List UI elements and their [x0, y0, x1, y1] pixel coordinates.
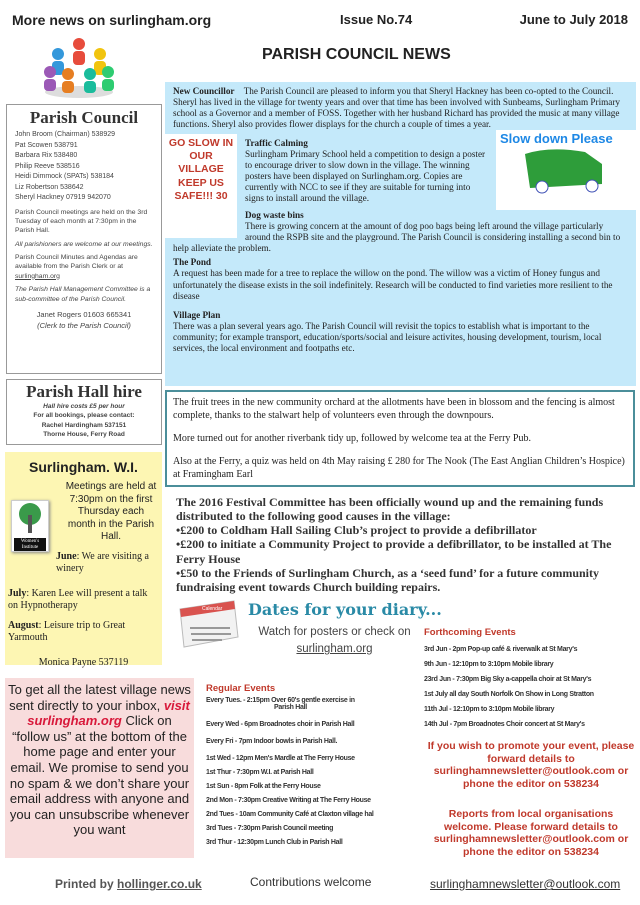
wi-text: : We are visiting a winery — [56, 550, 149, 574]
clerk-name: Janet Rogers 01603 665341 — [36, 309, 132, 319]
section-text: There is growing concern at the amount of dog poo bags being left around the village particularly around the RSPB site and the playground. The Parish Council is considering installing a second bin to help alleviate the problem. — [173, 221, 621, 254]
event-item: 1st Wed - 12pm Men's Mardle at The Ferry House — [206, 755, 355, 762]
contributions-welcome: Contributions welcome — [250, 875, 372, 889]
minutes-link[interactable]: surlingham.org — [15, 272, 60, 280]
village-plan — [173, 310, 628, 354]
subscribe-text-2: Click on “follow us” at the bottom of the home page and enter your email. We promise to send you no spam & we don’t share your email address with anyone and you can unsubscribe whenever you want — [9, 713, 190, 838]
newsletter-email-link[interactable]: surlinghamnewsletter@outlook.com — [430, 877, 621, 891]
minutes-text: Parish Council Minutes and Agendas are available from the Parish Clerk or at — [15, 254, 138, 271]
clerk-info — [15, 310, 153, 332]
header-site-link[interactable]: surlingham.org — [109, 12, 212, 28]
wi-text: : Leisure trip to Great Yarmouth — [8, 619, 126, 643]
dog-waste-bins — [173, 210, 628, 254]
event-item: 11th Jul - 12:10pm to 3:10pm Mobile library — [424, 706, 555, 713]
section-heading: The Pond — [173, 257, 212, 268]
regular-events — [206, 683, 374, 846]
section-heading: New Councillor — [173, 86, 235, 96]
wi-logo — [11, 500, 49, 552]
member: Liz Robertson 538642 — [15, 183, 84, 191]
quiz-paragraph: Also at the Ferry, a quiz was held on 4th May raising £ 280 for The Nook (The East Anglian Children’s Hospice) at Framingham Earl — [173, 456, 625, 480]
festival-item: •£200 to initiate a Community Project to provide a defibrillator, to be installed at The Ferry House — [176, 537, 612, 566]
parish-council-heading: Parish Council — [29, 108, 139, 127]
wi-item-june — [56, 551, 159, 576]
printed-by — [55, 877, 202, 891]
hall-contact-label: For all bookings, please contact: — [33, 412, 135, 420]
the-pond — [173, 254, 628, 301]
header-site — [12, 12, 211, 28]
festival-item: •£200 to Coldham Hall Sailing Club’s project to provide a defibrillator — [176, 523, 537, 538]
member-list — [15, 130, 153, 204]
section-text: The Parish Council are pleased to inform you that Sheryl Hackney has been co-opted to the Council. Sheryl has lived in the village for twenty years and over that time has been involved with Sunbeams, Surlingham Primary school as a Governor and a member of FOSS. Together with her husband Richard has provided the music at many village functions. Sheryl also provides flower displays for the church a couple of times a year. — [173, 86, 621, 130]
go-slow-poster-image — [165, 134, 237, 238]
section-text: There was a plan several years ago. The Parish Council will revisit the topics to establish what is important to the community; for example transport, education/sports/social and leisure activites, housing development, tourism, local services, the local environment and footpaths etc. — [173, 320, 602, 353]
hall-contact-name: Rachel Hardingham 537151 — [41, 421, 127, 429]
clerk-role: (Clerk to the Parish Council) — [37, 320, 131, 330]
event-item-cont: Parish Hall — [274, 704, 307, 711]
people-circle-logo — [38, 34, 120, 100]
wi-item-july — [8, 588, 159, 613]
forthcoming-heading: Forthcoming Events — [424, 627, 516, 638]
slow-down-poster-image — [496, 130, 636, 210]
event-item: 2nd Tues - 10am Community Café at Claxton village hal — [206, 811, 374, 818]
event-item: 1st Thur - 7:30pm W.I. at Parish Hall — [206, 769, 314, 776]
festival-item: •£50 to the Friends of Surlingham Church, as a ‘seed fund’ for a future community fundraising event towards Church building repairs. — [176, 565, 599, 594]
wi-item-august — [8, 620, 159, 645]
wi-text: : Karen Lee will present a talk on Hypnotherapy — [8, 587, 148, 611]
hall-hire-heading: Parish Hall hire — [26, 382, 142, 401]
orchard-news-box — [165, 390, 635, 487]
hall-cost: Hall hire costs £5 per hour — [43, 403, 125, 410]
event-item: 1st Sun - 8pm Folk at the Ferry House — [206, 783, 321, 790]
poster1-text: GO SLOW IN OUR VILLAGE KEEP US SAFE!!! 30 — [168, 137, 234, 202]
wi-meetings: Meetings are held at 7:30pm on the first Thursday each month in the Parish Hall. — [65, 481, 157, 542]
reports-notice: Reports from local organisations welcome. Please forward details to surlinghamnewsletter@outlook.com or phone the editor on 538234 — [433, 808, 629, 858]
subscribe-box — [5, 678, 194, 858]
welcome-note: All parishioners are welcome at our meetings. — [15, 240, 153, 248]
diary-title: Dates for your diary... — [248, 600, 442, 619]
event-item: 2nd Mon - 7:30pm Creative Writing at The Ferry House — [206, 797, 371, 804]
subscribe-link[interactable]: visit surlingham.org — [27, 697, 190, 729]
event-item: Every Tues. - 2:15pm Over 60's gentle exercise in — [206, 697, 355, 704]
riverbank-paragraph: More turned out for another riverbank tidy up, followed by welcome tea at the Ferry Pub. — [173, 433, 531, 444]
minutes-info — [15, 253, 153, 281]
event-item: Every Fri - 7pm Indoor bowls in Parish Hall. — [206, 738, 338, 745]
orchard-paragraph: The fruit trees in the new community orchard at the allotments have been in blossom and the fencing is almost complete, thanks to the stalwart help of volunteers even through the downpours. — [173, 397, 615, 421]
parish-council-box — [6, 104, 162, 374]
parish-council-news-box — [165, 82, 636, 386]
newsletter-email[interactable] — [430, 877, 620, 891]
diary-subtitle — [252, 624, 417, 659]
regular-heading: Regular Events — [206, 683, 276, 694]
printer-link[interactable]: hollinger.co.uk — [117, 877, 202, 891]
wi-month: June — [56, 550, 77, 562]
poster2-text: Slow down Please — [500, 131, 613, 147]
section-text: A request has been made for a tree to replace the willow on the pond. The willow was a victim of Honey fungus and unfortunately the disease exists in the soil indefinitely. Research will be conducted to find varieties more resilient to the disease — [173, 268, 613, 301]
event-item: 3rd Tues - 7:30pm Parish Council meeting — [206, 825, 334, 832]
car-drawing — [500, 146, 630, 194]
member: Barbara Rix 538480 — [15, 152, 78, 159]
diary-sub-text: Watch for posters or check on — [258, 626, 411, 638]
wi-contact: Monica Payne 537119 — [38, 656, 129, 668]
calendar-label: Calendar — [202, 606, 223, 612]
member: Philip Reeve 538516 — [15, 162, 80, 170]
meetings-info: Parish Council meetings are held on the 3rd Tuesday of each month at 7:30pm in the Parish Hall. — [15, 208, 148, 235]
parish-hall-hire-box — [6, 379, 162, 445]
event-item: 3rd Thur - 12:30pm Lunch Club in Parish Hall — [206, 839, 343, 846]
event-item: 23rd Jun - 7:30pm Big Sky a-cappella choir at St Mary's — [424, 676, 592, 683]
issue-number: Issue No.74 — [340, 12, 413, 27]
diary-link[interactable]: surlingham.org — [296, 643, 373, 656]
event-item: 3rd Jun - 2pm Pop-up café & riverwalk at St Mary's — [424, 646, 578, 653]
member: Heidi Dimmock (SPATs) 538184 — [15, 173, 114, 180]
issue-date: June to July 2018 — [519, 12, 628, 27]
event-item: 9th Jun - 12:10pm to 3:10pm Mobile library — [424, 661, 554, 668]
member: John Broom (Chairman) 538929 — [15, 131, 115, 138]
section-heading: Village Plan — [173, 309, 221, 320]
page-title: PARISH COUNCIL NEWS — [262, 46, 451, 63]
wi-month: July — [8, 587, 27, 599]
event-item: 14th Jul - 7pm Broadnotes Choir concert at St Mary's — [424, 721, 585, 728]
event-item: 1st July all day South Norfolk On Show in Long Stratton — [424, 691, 594, 698]
section-heading: Dog waste bins — [245, 210, 304, 221]
wi-heading: Surlingham. W.I. — [29, 459, 138, 475]
subscribe-text: To get all the latest village news sent directly to your inbox, — [8, 682, 191, 713]
section-heading: Traffic Calming — [245, 138, 308, 149]
promote-event-notice: If you wish to promote your event, please forward details to surlinghamnewsletter@outlook.com or phone the editor on 538234 — [427, 740, 635, 790]
member: Sheryl Hackney 07919 942070 — [15, 194, 111, 201]
member: Pat Scowen 538791 — [15, 141, 78, 149]
printed-label: Printed by — [55, 877, 118, 891]
event-item: Every Wed - 6pm Broadnotes choir in Parish Hall — [206, 721, 355, 728]
wi-month: August — [8, 619, 39, 631]
hall-address: Thorne House, Ferry Road — [43, 431, 125, 439]
forthcoming-events — [424, 627, 594, 728]
new-councillor — [173, 86, 628, 130]
tree-icon — [12, 501, 48, 535]
wi-logo-text: Women's Institute — [14, 538, 46, 551]
header-prefix: More news on — [12, 12, 110, 28]
calendar-icon — [172, 597, 242, 652]
wi-box — [5, 452, 162, 668]
festival-committee-notice — [176, 495, 636, 594]
section-text: Surlingham Primary School held a competition to design a poster to encourage driver to slow down in the village. The winning posters have been displayed on Surlingham.org. Copies are currently with NCC to see if they are suitable for turning into signs to install around the village. — [245, 149, 486, 204]
festival-intro: The 2016 Festival Committee has been officially wound up and the remaining funds distributed to the following good causes in the village: — [176, 495, 604, 524]
logo-figures — [44, 38, 114, 93]
committee-note: The Parish Hall Management Committee is a sub-committee of the Parish Council. — [15, 286, 151, 303]
